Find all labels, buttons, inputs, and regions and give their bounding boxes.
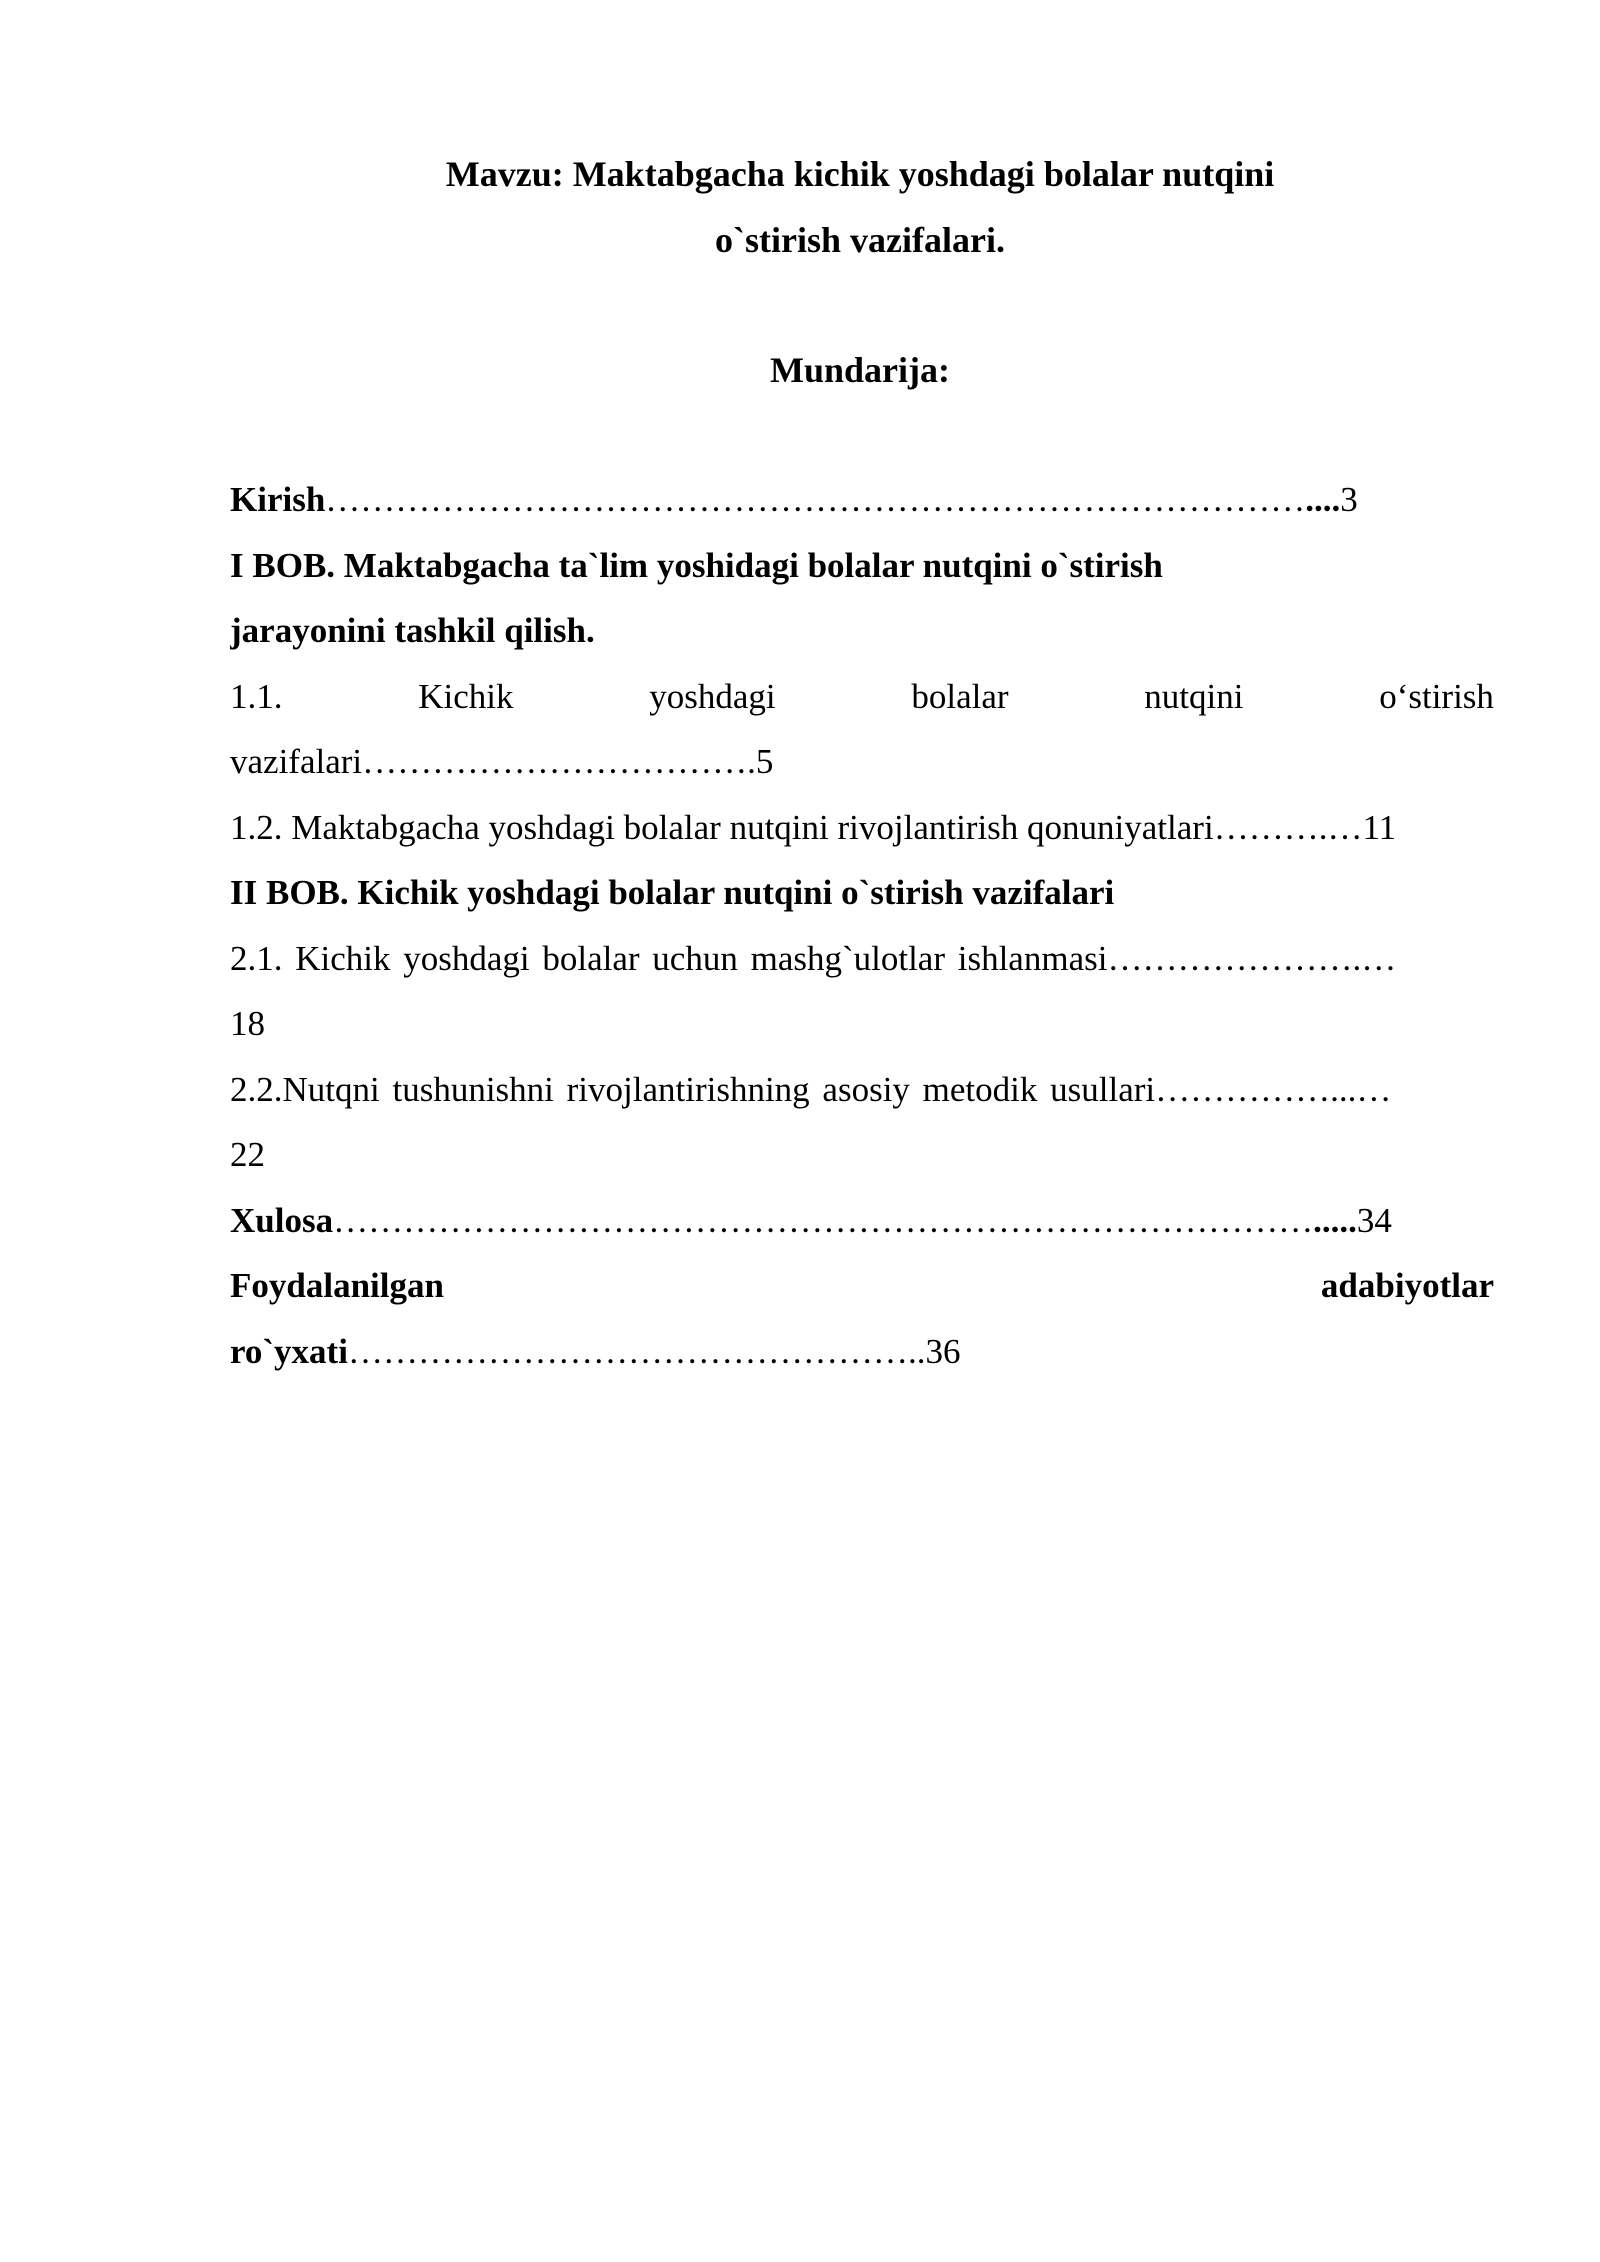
toc-section-1-2	[230, 804, 1494, 870]
toc-intro-leader: …………………………………………………………………………	[325, 480, 1306, 519]
toc-conclusion-page: 34	[1356, 1200, 1392, 1240]
toc-s12-page: 11	[1362, 807, 1397, 847]
document-title-line-2: o`stirish vazifalari.	[715, 220, 1005, 260]
toc-s11-line-2-text: vazifalari	[230, 742, 363, 781]
toc-s12-text: 1.2. Maktabgacha yoshdagi bolalar nutqini rivojlantirish qonuniyatlari	[230, 807, 1214, 847]
toc-conclusion-leader: …………………………………………………………………………	[333, 1200, 1314, 1240]
toc-entry-intro	[230, 476, 1494, 542]
toc-s11-word: yoshdagi	[649, 676, 776, 716]
toc-refs-line-2-label: ro`yxati	[230, 1331, 348, 1371]
toc-s21-leader: ………………….…	[1107, 938, 1397, 978]
toc-refs-word-1: Foydalanilgan	[230, 1266, 444, 1305]
toc-s21-text: 2.1. Kichik yoshdagi bolalar uchun mashg`ulotlar ishlanmasi	[230, 938, 1108, 978]
toc-refs-page: 36	[925, 1331, 961, 1371]
toc-s22-page: 22	[230, 1135, 265, 1174]
toc-section-1-1-line-2	[230, 738, 1494, 804]
toc-intro-page: 3	[1340, 480, 1358, 519]
toc-chapter-1-line-2: jarayonini tashkil qilish.	[230, 611, 595, 650]
toc-s22-text: 2.2.Nutqni tushunishni rivojlantirishning asosiy metodik usullari	[230, 1069, 1156, 1109]
toc-s21-page: 18	[230, 1004, 265, 1043]
toc-s11-word: bolalar	[911, 676, 1009, 716]
toc-section-2-2-line-1	[230, 1066, 1494, 1132]
toc-s11-word: o‘stirish	[1379, 676, 1494, 716]
toc-conclusion-label: Xulosa	[230, 1200, 334, 1240]
toc-s22-leader: ……………...…	[1155, 1069, 1392, 1109]
document-title-line-1: Mavzu: Maktabgacha kichik yoshdagi bolalar nutqini	[445, 154, 1275, 194]
toc-section-1-1-line-1	[230, 673, 1494, 739]
toc-chapter-1-line-1: I BOB. Maktabgacha ta`lim yoshidagi bolalar nutqini o`stirish	[230, 545, 1163, 585]
toc-references-line-2	[230, 1328, 1494, 1394]
toc-s12-leader: ……….…	[1213, 807, 1363, 847]
toc-section-2-2-line-2	[230, 1131, 1494, 1197]
toc-s11-word: nutqini	[1144, 676, 1244, 716]
toc-intro-label: Kirish	[230, 480, 326, 519]
table-of-contents	[230, 476, 1494, 1393]
toc-section-2-1-line-2	[230, 1000, 1494, 1066]
toc-refs-word-2: adabiyotlar	[1320, 1266, 1494, 1305]
toc-s11-word: 1.1.	[230, 676, 283, 716]
toc-s11-leader: …………………………….	[362, 742, 756, 781]
toc-s11-word: Kichik	[418, 676, 514, 716]
toc-s11-page: 5	[755, 742, 774, 781]
toc-section-2-1-line-1	[230, 935, 1494, 1001]
toc-conclusion-page-dots: .....	[1313, 1200, 1357, 1240]
contents-heading: Mundarija:	[770, 350, 950, 390]
toc-intro-page-dots: ....	[1305, 480, 1341, 519]
toc-entry-conclusion	[230, 1197, 1494, 1263]
toc-references-line-1	[230, 1262, 1494, 1328]
toc-refs-leader: …………………………………………..	[347, 1331, 926, 1371]
toc-chapter-2: II BOB. Kichik yoshdagi bolalar nutqini o`stirish vazifalari	[230, 873, 1115, 912]
